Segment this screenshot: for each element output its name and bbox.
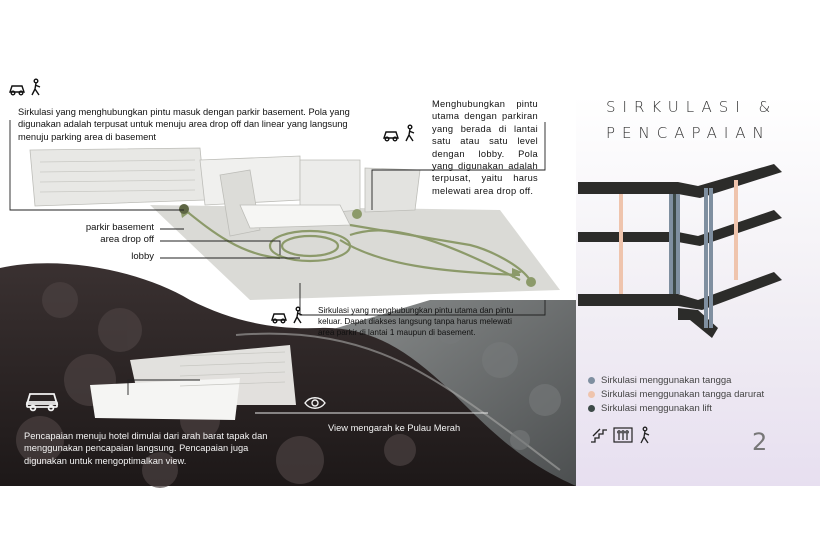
car-pedestrian-icon xyxy=(8,78,46,98)
car-pedestrian-icon xyxy=(382,124,420,144)
legend-label: Sirkulasi menggunakan tangga xyxy=(601,375,732,386)
legend-item xyxy=(588,375,764,386)
label-area-drop-off: area drop off xyxy=(100,234,154,245)
note-entry-exit-circulation: Sirkulasi yang menghubungkan pintu utama dan pintu keluar. Dapat diakses langsung tanpa harus melewati area parkir di lantai 1 maupun di basement. xyxy=(318,306,514,337)
note-basement-circulation: Sirkulasi yang menghubungkan pintu masuk dengan parkir basement. Pola yang digunakan adalah terpusat untuk menuju area drop off dan linear yang langsung menuju parking area di basement xyxy=(18,107,350,142)
label-parkir-basement: parkir basement xyxy=(85,222,154,233)
legend-dot-lift xyxy=(588,405,595,412)
legend-item xyxy=(588,403,764,414)
vertical-circulation-diagram xyxy=(578,160,818,360)
stairs-icon xyxy=(591,429,607,442)
circulation-icons xyxy=(590,426,660,444)
legend-dot-emergency-stairs xyxy=(588,391,595,398)
note-approach: Pencapaian menuju hotel dimulai dari arah barat tapak dan menggunakan pencapaian langsung. Pencapaian juga digunakan untuk mengoptimalkan view. xyxy=(24,431,268,466)
car-icon xyxy=(24,386,60,412)
eye-icon xyxy=(304,396,326,410)
car-pedestrian-icon xyxy=(270,306,308,326)
legend-item xyxy=(588,389,764,400)
legend xyxy=(588,375,764,414)
pedestrian-icon xyxy=(641,427,649,443)
legend-label: Sirkulasi menggunakan tangga darurat xyxy=(601,389,765,400)
label-lobby: lobby xyxy=(131,251,154,262)
legend-dot-stairs xyxy=(588,377,595,384)
panel-title-line1: SIRKULASI & xyxy=(606,98,778,116)
view-label: View mengarah ke Pulau Merah xyxy=(328,423,461,433)
note-lobby-parking-circulation: Menghubungkan pintu utama dengan parkiran yang berada di lantai satu atau satu level dengan lobby. Pola yang digunakan adalah terpusat, yaitu harus melewati area drop off. xyxy=(432,99,538,196)
panel-title xyxy=(606,94,816,146)
legend-label: Sirkulasi menggunakan lift xyxy=(601,403,712,414)
page-number: 2 xyxy=(752,428,768,456)
panel-title-line2: PENCAPAIAN xyxy=(606,124,771,142)
elevator-icon xyxy=(614,428,632,442)
